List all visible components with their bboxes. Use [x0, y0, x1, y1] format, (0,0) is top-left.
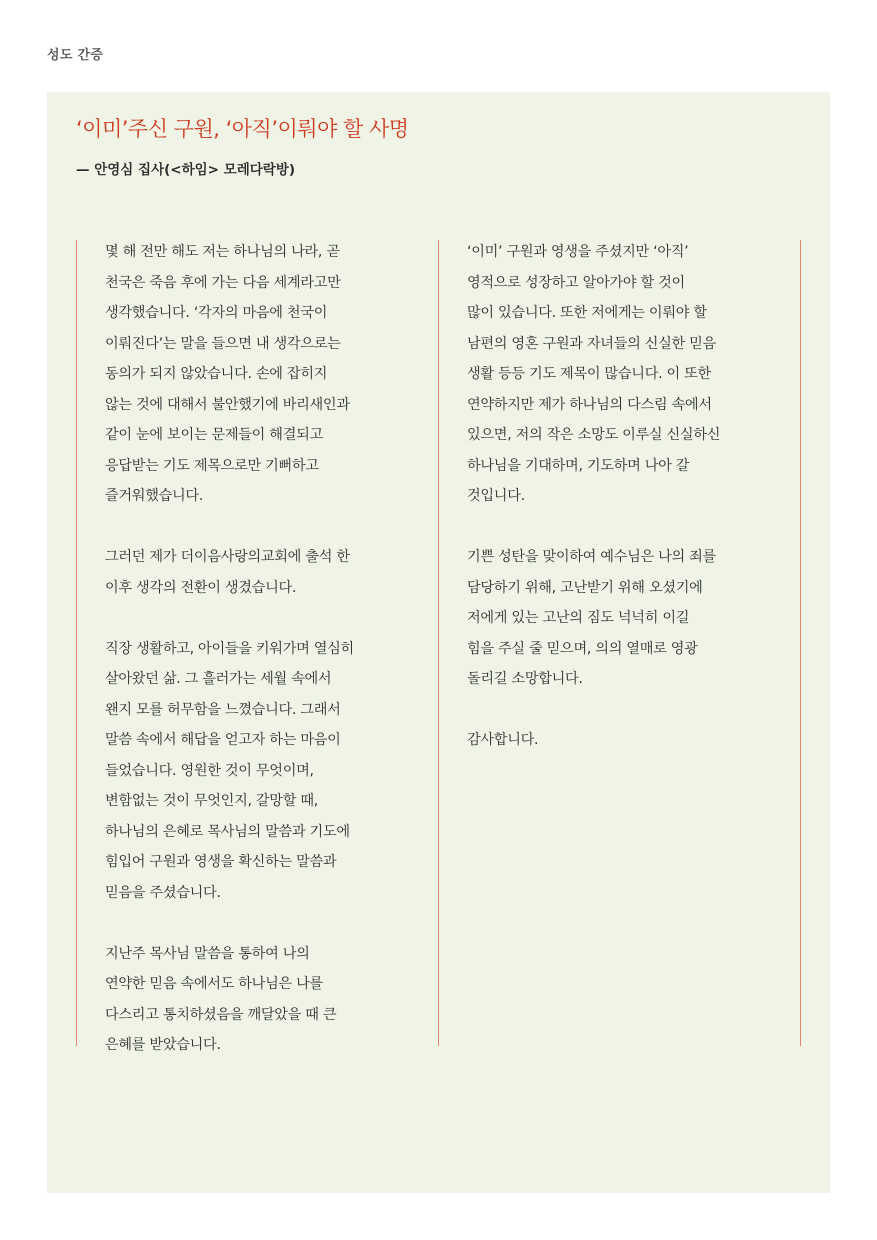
paragraph: 직장 생활하고, 아이들을 키워가며 열심히 살아왔던 삶. 그 흘러가는 세월 속에서 왠지 모를 허무함을 느꼈습니다. 그래서 말씀 속에서 해답을 얻고자 하는 마음이 들었습니다. 영원한 것이 무엇이며, 변함없는 것이 무엇인지, 갈망할 때, 하나님의 은혜로 목사님의 말씀과 기도에 힘입어 구원과 영생을 확신하는 말씀과 믿음을 주셨습니다. — [105, 640, 354, 901]
article-byline: — 안영심 집사(<하임> 모레다락방) — [76, 162, 296, 178]
paragraph: ‘이미’ 구원과 영생을 주셨지만 ‘아직’ 영적으로 성장하고 알아가야 할 것이 많이 있습니다. 또한 저에게는 이뤄야 할 남편의 영혼 구원과 자녀들의 신실한 믿음 생활 등등 기도 제목이 많습니다. 이 또한 연약하지만 제가 하나님의 다스림 속에서 있으면, 저의 작은 소망도 이루실 신실하신 하나님을 기대하며, 기도하며 나아 갈 것입니다. — [467, 244, 721, 504]
left-column-rule-left — [76, 240, 77, 1046]
left-column — [105, 237, 420, 1061]
paragraph: 기쁜 성탄을 맞이하여 예수님은 나의 죄를 담당하기 위해, 고난받기 위해 오셨기에 저에게 있는 고난의 짐도 넉넉히 이길 힘을 주실 줄 믿으며, 의의 열매로 영광 돌리길 소망합니다. — [467, 549, 716, 687]
right-column — [467, 237, 787, 756]
paragraph: 몇 해 전만 해도 저는 하나님의 나라, 곧 천국은 죽음 후에 가는 다음 세계라고만 생각했습니다. ‘각자의 마음에 천국이 이뤄진다’는 말을 들으면 내 생각으로는 동의가 되지 않았습니다. 손에 잡히지 않는 것에 대해서 불안했기에 바리새인과 같이 눈에 보이는 문제들이 해결되고 응답받는 기도 제목으로만 기뻐하고 즐거워했습니다. — [105, 244, 350, 504]
paragraph: 지난주 목사님 말씀을 통하여 나의 연약한 믿음 속에서도 하나님은 나를 다스리고 통치하셨음을 깨달았을 때 큰 은혜를 받았습니다. — [105, 945, 337, 1053]
right-column-rule-right — [800, 240, 801, 1046]
article-title: ‘이미’주신 구원, ‘아직’이뤄야 할 사명 — [76, 117, 409, 141]
left-column-rule-right — [438, 240, 439, 1046]
paragraph: 그러던 제가 더이음사랑의교회에 출석 한 이후 생각의 전환이 생겼습니다. — [105, 549, 350, 596]
paragraph: 감사합니다. — [467, 732, 539, 748]
section-label: 성도 간증 — [47, 48, 104, 63]
